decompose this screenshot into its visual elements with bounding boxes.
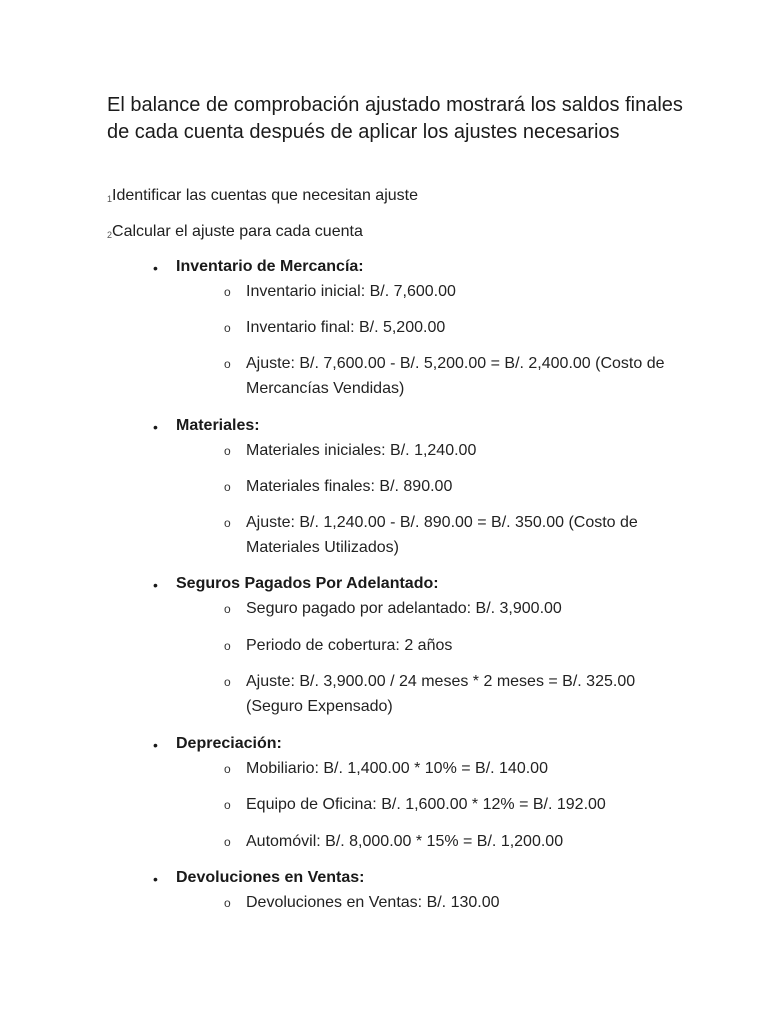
bullet-icon: • — [153, 577, 158, 593]
section-title: Inventario de Mercancía: — [176, 258, 364, 275]
sub-bullet-icon: o — [224, 798, 231, 812]
sub-bullet-icon: o — [224, 480, 231, 494]
list-item: Seguro pagado por adelantado: B/. 3,900.00 — [246, 600, 562, 617]
list-item: Equipo de Oficina: B/. 1,600.00 * 12% = B/. 192.00 — [246, 796, 606, 813]
page-heading: El balance de comprobación ajustado mostrará los saldos finales de cada cuenta después de aplicar los ajustes necesarios — [107, 94, 683, 143]
list-item: Ajuste: B/. 3,900.00 / 24 meses * 2 meses = B/. 325.00 (Seguro Expensado) — [246, 673, 636, 715]
list-item: Inventario inicial: B/. 7,600.00 — [246, 283, 456, 300]
step-item-2 — [107, 222, 363, 245]
sub-bullet-icon: o — [224, 835, 231, 849]
list-item: Ajuste: B/. 7,600.00 - B/. 5,200.00 = B/. 2,400.00 (Costo de Mercancías Vendidas) — [246, 355, 665, 397]
step-item-1 — [107, 186, 418, 209]
sub-bullet-icon: o — [224, 516, 231, 530]
list-item: Automóvil: B/. 8,000.00 * 15% = B/. 1,200.00 — [246, 833, 564, 850]
sub-bullet-icon: o — [224, 357, 231, 371]
bullet-icon: • — [153, 737, 158, 753]
section-title: Depreciación: — [176, 735, 282, 752]
sub-bullet-icon: o — [224, 602, 231, 616]
list-item: Materiales finales: B/. 890.00 — [246, 478, 453, 495]
step-number: 2 — [107, 230, 113, 240]
sub-bullet-icon: o — [224, 639, 231, 653]
step-text: Calcular el ajuste para cada cuenta — [112, 223, 363, 240]
bullet-icon: • — [153, 260, 158, 276]
sub-bullet-icon: o — [224, 285, 231, 299]
bullet-icon: • — [153, 419, 158, 435]
list-item: Periodo de cobertura: 2 años — [246, 637, 453, 654]
list-item: Mobiliario: B/. 1,400.00 * 10% = B/. 140.00 — [246, 760, 548, 777]
sub-bullet-icon: o — [224, 675, 231, 689]
sub-bullet-icon: o — [224, 896, 231, 910]
list-item: Inventario final: B/. 5,200.00 — [246, 319, 446, 336]
list-item: Devoluciones en Ventas: B/. 130.00 — [246, 894, 500, 911]
sub-bullet-icon: o — [224, 762, 231, 776]
step-number: 1 — [107, 194, 113, 204]
section-title: Seguros Pagados Por Adelantado: — [176, 575, 439, 592]
bullet-icon: • — [153, 871, 158, 887]
list-item: Ajuste: B/. 1,240.00 - B/. 890.00 = B/. 350.00 (Costo de Materiales Utilizados) — [246, 514, 638, 556]
section-title: Materiales: — [176, 417, 260, 434]
sub-bullet-icon: o — [224, 444, 231, 458]
list-item: Materiales iniciales: B/. 1,240.00 — [246, 442, 477, 459]
step-text: Identificar las cuentas que necesitan ajuste — [112, 187, 418, 204]
section-title: Devoluciones en Ventas: — [176, 869, 365, 886]
sub-bullet-icon: o — [224, 321, 231, 335]
